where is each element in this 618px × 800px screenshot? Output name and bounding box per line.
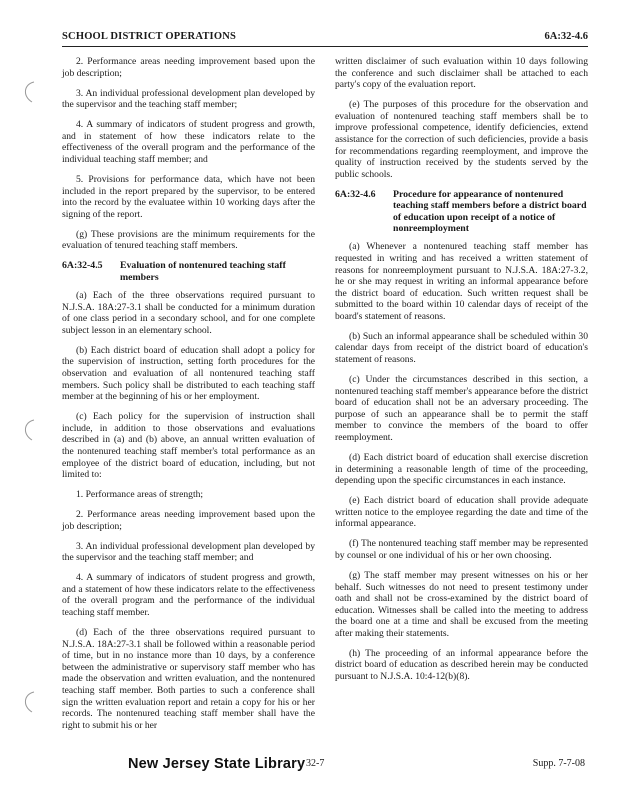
paragraph: (b) Such an informal appearance shall be scheduled within 30 calendar days from receipt of the district board of education's statement of reasons.	[335, 330, 588, 366]
paragraph: (b) Each district board of education shall adopt a policy for the supervision of instruction, setting forth procedures for the observation and evaluation of all nontenured teaching staff members. Such policy shall be distributed to each teaching staff member at the beginning of his or her employment.	[62, 344, 315, 403]
section-heading	[62, 260, 315, 283]
paragraph: 2. Performance areas needing improvement based upon the job description;	[62, 509, 315, 532]
punch-hole-mark-top	[22, 80, 38, 104]
paragraph: (g) The staff member may present witnesses on his or her behalf. Such witnesses do not need to present testimony under oath and shall not be cross-examined by the district board of education. Witnesses shall be called into the meeting to address the board one at a time and shall be excused from the meeting after making their statements.	[335, 569, 588, 639]
paragraph: (g) These provisions are the minimum requirements for the evaluation of tenured teaching staff members.	[62, 228, 315, 252]
header-chapter-title: SCHOOL DISTRICT OPERATIONS	[62, 31, 237, 42]
running-header	[62, 30, 588, 47]
supplement-date: Supp. 7-7-08	[532, 758, 585, 769]
section-heading	[335, 189, 588, 235]
right-column	[335, 56, 588, 691]
paragraph: (h) The proceeding of an informal appearance before the district board of education as described herein may be conducted pursuant to N.J.S.A. 10:4-12(b)(8).	[335, 647, 588, 683]
paragraph: (a) Each of the three observations required pursuant to N.J.S.A. 18A:27-3.1 shall be conducted for a minimum duration of one class period in a secondary school, and for one complete subject lesson in an elementary school.	[62, 290, 315, 336]
paragraph: 4. A summary of indicators of student progress and growth, and in statement of how these indicators relate to the effectiveness of the overall program and the performance of the individual teaching staff member; and	[62, 119, 315, 165]
punch-hole-mark-middle	[22, 418, 38, 442]
paragraph: 2. Performance areas needing improvement based upon the job description;	[62, 56, 315, 79]
paragraph: 1. Performance areas of strength;	[76, 489, 204, 501]
punch-hole-mark-bottom	[22, 690, 38, 714]
library-watermark: New Jersey State Library	[128, 756, 306, 772]
section-title: Evaluation of nontenured teaching staff members	[120, 260, 286, 283]
paragraph: 3. An individual professional development plan developed by the supervisor and the teaching staff member; and	[62, 540, 315, 564]
section-title: Procedure for appearance of nontenured teaching staff members before a district board of education upon receipt of a notice of nonreemployment	[393, 188, 587, 234]
section-number: 6A:32-4.5	[62, 260, 103, 272]
paragraph: 4. A summary of indicators of student progress and growth, and a statement of how these indicators relate to the effectiveness of the overall program and the performance of the individual teaching staff member.	[62, 572, 315, 619]
paragraph: (f) The nontenured teaching staff member may be represented by counsel or one individual of his or her own choosing.	[335, 538, 588, 561]
paragraph: (c) Each policy for the supervision of instruction shall include, in addition to those observations and evaluations described in (a) and (b) above, an annual written evaluation of the nontenured teaching staff member's total performance as an employee of the district board of education, including, but not limited to:	[62, 411, 315, 481]
section-number: 6A:32-4.6	[335, 188, 376, 200]
paragraph: (a) Whenever a nontenured teaching staff member has requested in writing and has received a written statement of reasons for nonreemployment pursuant to N.J.S.A. 18A:27-3.2, he or she may request in writing an informal appearance before the district board of education. Such written request shall be submitted to the board within 10 calendar days of receipt of the board's statement of reasons.	[335, 241, 588, 322]
paragraph: written disclaimer of such evaluation within 10 days following the conference and such disclaimer shall be attached to each party's copy of the evaluation report.	[335, 56, 588, 91]
paragraph: (d) Each of the three observations required pursuant to N.J.S.A. 18A:27-3.1 shall be followed within a reasonable period of time, but in no instance more than 10 days, by a conference between the administrative or supervisory staff member who has made the observation and written evaluation, and the nontenured teaching staff member. Both parties to such a conference shall sign the written evaluation report and retain a copy for his or her records. The nontenured teaching staff member shall have the right to submit his or her	[62, 627, 315, 731]
left-column	[62, 56, 315, 740]
page-footer	[0, 752, 618, 778]
header-section-number: 6A:32-4.6	[544, 31, 588, 42]
paragraph: (c) Under the circumstances described in this section, a nontenured teaching staff member's appearance before the district board of education shall not be an adversary proceeding. The purpose of such an appearance shall be to permit the staff member to convince the members of the board to offer reemployment.	[335, 374, 588, 444]
paragraph: 3. An individual professional development plan developed by the supervisor and the teaching staff member;	[62, 87, 315, 111]
paragraph: 5. Provisions for performance data, which have not been included in the report prepared by the supervisor, to be entered into the record by the evaluatee within 10 working days after the signing of the report.	[62, 173, 315, 220]
paragraph: (d) Each district board of education shall exercise discretion in determining a reasonable length of time of the proceeding, depending upon the specific circumstances in each instance.	[335, 452, 588, 487]
paragraph: (e) Each district board of education shall provide adequate written notice to the employee regarding the date and time of the informal appearance.	[335, 495, 588, 530]
page-number: 32-7	[306, 758, 325, 769]
paragraph: (e) The purposes of this procedure for the observation and evaluation of nontenured teaching staff members shall be to improve professional competence, identify deficiencies, extend assistance for the correction of such deficiencies, provide a basis for recommendations regarding reemployment, and improve the quality of instruction received by the students served by the public schools.	[335, 99, 588, 180]
